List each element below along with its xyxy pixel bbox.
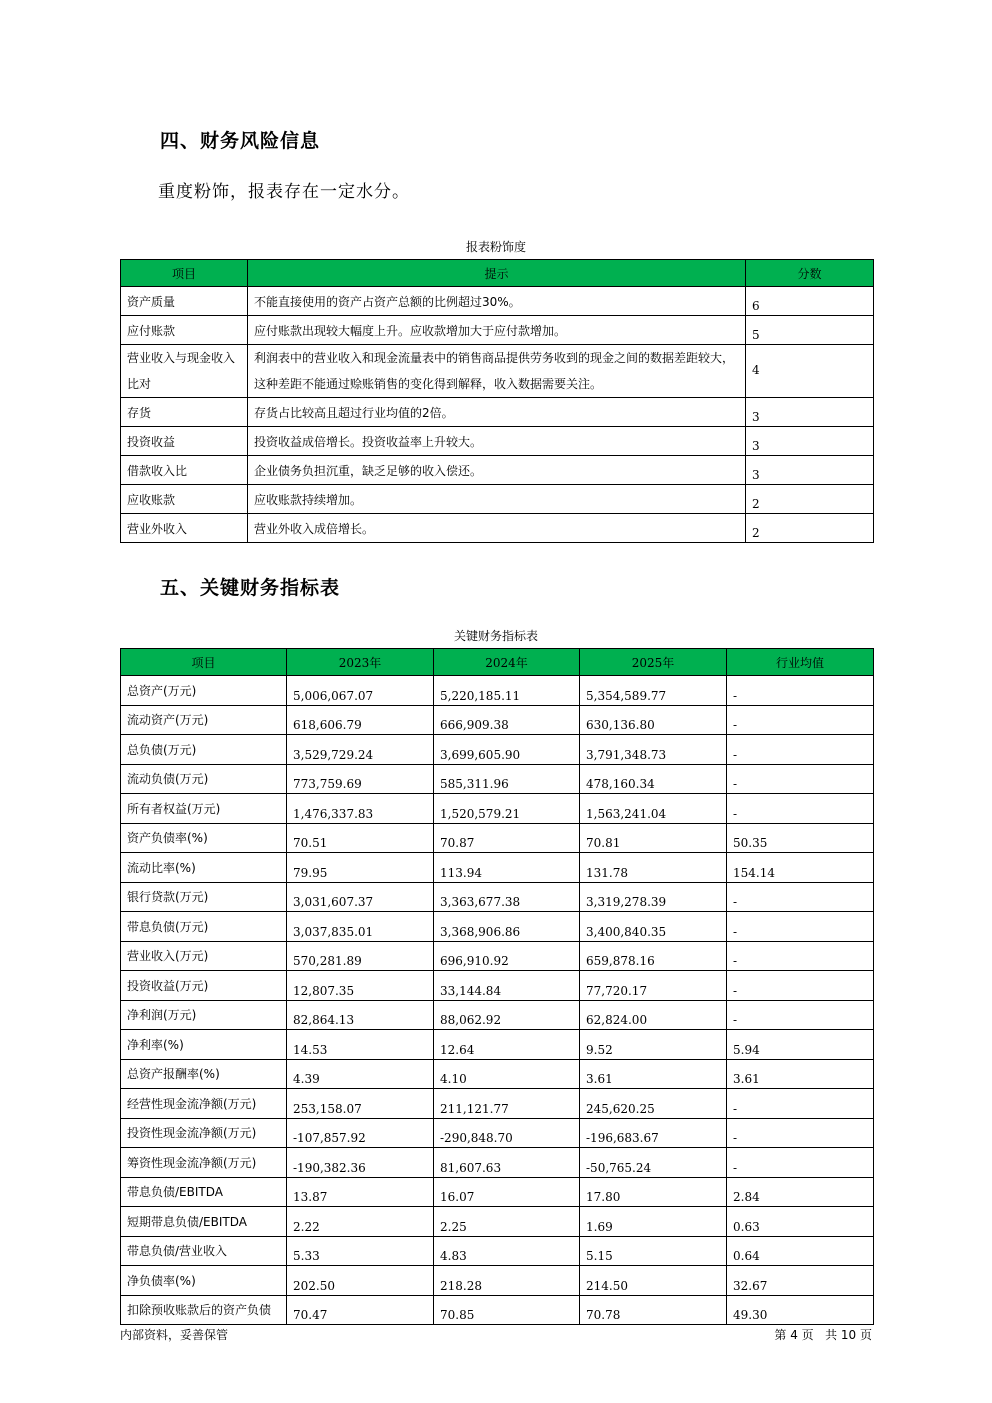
kfi-2023: 70.51 [287,823,434,853]
kfi-2025: 5,354,589.77 [580,676,727,706]
kfi-2023: 570,281.89 [287,941,434,971]
kfi-2025: 62,824.00 [580,1000,727,1030]
kfi-2024: 218.28 [434,1266,580,1296]
kfi-2024: 3,363,677.38 [434,882,580,912]
kfi-2024: 5,220,185.11 [434,676,580,706]
risk-item: 营业外收入 [121,514,248,543]
risk-item: 营业收入与现金收入比对 [121,345,248,398]
kfi-industry-avg: - [727,1089,874,1119]
header-item: 项目 [121,260,248,287]
footer-page-number: 第 4 页 共 10 页 [774,1328,872,1342]
kfi-2025: 3,791,348.73 [580,735,727,765]
kfi-2024: 81,607.63 [434,1148,580,1178]
risk-score: 5 [746,316,874,345]
risk-score: 3 [746,398,874,427]
kfi-2023: 5.33 [287,1236,434,1266]
kfi-2023: 202.50 [287,1266,434,1296]
kfi-2023: 14.53 [287,1030,434,1060]
kfi-2025: 77,720.17 [580,971,727,1001]
header-2025: 2025年 [580,649,727,676]
kfi-2023: -107,857.92 [287,1118,434,1148]
risk-item: 资产质量 [121,287,248,316]
kfi-industry-avg: - [727,941,874,971]
kfi-2023: 13.87 [287,1177,434,1207]
kfi-row [121,735,874,765]
header-hint: 提示 [248,260,746,287]
kfi-2024: 12.64 [434,1030,580,1060]
kfi-2023: 82,864.13 [287,1000,434,1030]
kfi-row [121,1236,874,1266]
kfi-2024: 696,910.92 [434,941,580,971]
risk-table-caption: 报表粉饰度 [465,240,526,254]
risk-row [121,514,874,543]
kfi-industry-avg: - [727,971,874,1001]
kfi-2025: -50,765.24 [580,1148,727,1178]
kfi-item: 流动比率(%) [121,853,287,883]
risk-row [121,427,874,456]
kfi-2025: 630,136.80 [580,705,727,735]
kfi-row [121,912,874,942]
kfi-2023: 253,158.07 [287,1089,434,1119]
risk-row [121,345,874,398]
kfi-industry-avg: 3.61 [727,1059,874,1089]
kfi-industry-avg: 154.14 [727,853,874,883]
kfi-2024: 70.85 [434,1295,580,1325]
kfi-2024: 33,144.84 [434,971,580,1001]
kfi-2025: 659,878.16 [580,941,727,971]
kfi-item: 净利率(%) [121,1030,287,1060]
kfi-item: 净利润(万元) [121,1000,287,1030]
kfi-industry-avg: - [727,912,874,942]
kfi-row [121,1177,874,1207]
kfi-industry-avg: - [727,1118,874,1148]
kfi-industry-avg: 2.84 [727,1177,874,1207]
kfi-industry-avg: - [727,764,874,794]
kfi-item: 总资产(万元) [121,676,287,706]
risk-score: 2 [746,514,874,543]
kfi-2025: 9.52 [580,1030,727,1060]
kfi-row [121,1266,874,1296]
kfi-item: 所有者权益(万元) [121,794,287,824]
kfi-item: 短期带息负债/EBITDA [121,1207,287,1237]
risk-row [121,398,874,427]
kfi-2025: 131.78 [580,853,727,883]
kfi-item: 带息负债/营业收入 [121,1236,287,1266]
kfi-industry-avg: - [727,882,874,912]
kfi-item: 流动资产(万元) [121,705,287,735]
kfi-2024: 666,909.38 [434,705,580,735]
risk-item: 投资收益 [121,427,248,456]
kfi-industry-avg: - [727,1000,874,1030]
kfi-row [121,794,874,824]
kfi-row [121,882,874,912]
kfi-2025: 1,563,241.04 [580,794,727,824]
kfi-2024: 16.07 [434,1177,580,1207]
kfi-row [121,676,874,706]
kfi-2025: 245,620.25 [580,1089,727,1119]
kfi-2024: 3,368,906.86 [434,912,580,942]
kfi-table [120,648,874,1325]
kfi-2024: 4.83 [434,1236,580,1266]
kfi-item: 营业收入(万元) [121,941,287,971]
kfi-item: 投资性现金流净额(万元) [121,1118,287,1148]
kfi-item: 资产负债率(%) [121,823,287,853]
risk-score: 3 [746,456,874,485]
kfi-row [121,1059,874,1089]
risk-hint: 营业外收入成倍增长。 [248,514,746,543]
kfi-row [121,705,874,735]
kfi-item: 筹资性现金流净额(万元) [121,1148,287,1178]
kfi-2025: 478,160.34 [580,764,727,794]
kfi-2023: -190,382.36 [287,1148,434,1178]
kfi-industry-avg: - [727,735,874,765]
kfi-2023: 2.22 [287,1207,434,1237]
kfi-2025: 5.15 [580,1236,727,1266]
kfi-item: 带息负债/EBITDA [121,1177,287,1207]
footer-confidential: 内部资料，妥善保管 [120,1328,229,1342]
kfi-2025: 3,319,278.39 [580,882,727,912]
kfi-2023: 773,759.69 [287,764,434,794]
kfi-row [121,1089,874,1119]
kfi-item: 流动负债(万元) [121,764,287,794]
risk-score: 4 [746,345,874,398]
kfi-industry-avg: 32.67 [727,1266,874,1296]
kfi-2024: 3,699,605.90 [434,735,580,765]
risk-row [121,485,874,514]
kfi-2024: 70.87 [434,823,580,853]
risk-score: 2 [746,485,874,514]
kfi-row [121,1118,874,1148]
kfi-2025: 1.69 [580,1207,727,1237]
kfi-2024: 1,520,579.21 [434,794,580,824]
kfi-industry-avg: 50.35 [727,823,874,853]
kfi-row [121,853,874,883]
kfi-2025: 214.50 [580,1266,727,1296]
kfi-table-header [121,649,874,676]
kfi-2023: 4.39 [287,1059,434,1089]
risk-hint: 不能直接使用的资产占资产总额的比例超过30%。 [248,287,746,316]
kfi-item: 扣除预收账款后的资产负债 [121,1295,287,1325]
header-score: 分数 [746,260,874,287]
kfi-row [121,941,874,971]
header-2024: 2024年 [434,649,580,676]
kfi-row [121,1295,874,1325]
kfi-2024: 4.10 [434,1059,580,1089]
kfi-industry-avg: 0.64 [727,1236,874,1266]
kfi-item: 投资收益(万元) [121,971,287,1001]
risk-table-header [121,260,874,287]
kfi-2023: 3,529,729.24 [287,735,434,765]
risk-score: 3 [746,427,874,456]
risk-item: 应付账款 [121,316,248,345]
kfi-2023: 3,037,835.01 [287,912,434,942]
risk-hint: 应收账款持续增加。 [248,485,746,514]
kfi-2024: -290,848.70 [434,1118,580,1148]
risk-score: 6 [746,287,874,316]
risk-hint: 应付账款出现较大幅度上升。应收款增加大于应付款增加。 [248,316,746,345]
kfi-2023: 12,807.35 [287,971,434,1001]
kfi-2024: 113.94 [434,853,580,883]
section-5-title: 五、关键财务指标表 [160,577,341,599]
kfi-item: 净负债率(%) [121,1266,287,1296]
risk-row [121,287,874,316]
kfi-2023: 3,031,607.37 [287,882,434,912]
kfi-2024: 211,121.77 [434,1089,580,1119]
risk-hint: 投资收益成倍增长。投资收益率上升较大。 [248,427,746,456]
kfi-item: 总负债(万元) [121,735,287,765]
kfi-item: 总资产报酬率(%) [121,1059,287,1089]
kfi-2024: 2.25 [434,1207,580,1237]
kfi-item: 带息负债(万元) [121,912,287,942]
risk-row [121,316,874,345]
kfi-item: 银行贷款(万元) [121,882,287,912]
kfi-2025: -196,683.67 [580,1118,727,1148]
risk-hint: 存货占比较高且超过行业均值的2倍。 [248,398,746,427]
kfi-row [121,1148,874,1178]
risk-item: 借款收入比 [121,456,248,485]
kfi-industry-avg: - [727,705,874,735]
kfi-2023: 5,006,067.07 [287,676,434,706]
risk-item: 存货 [121,398,248,427]
kfi-item: 经营性现金流净额(万元) [121,1089,287,1119]
risk-table [120,259,874,543]
kfi-2023: 70.47 [287,1295,434,1325]
kfi-row [121,1030,874,1060]
kfi-2025: 3.61 [580,1059,727,1089]
kfi-row [121,1207,874,1237]
kfi-2025: 17.80 [580,1177,727,1207]
kfi-2023: 618,606.79 [287,705,434,735]
kfi-industry-avg: - [727,1148,874,1178]
header-industry-avg: 行业均值 [727,649,874,676]
kfi-2024: 585,311.96 [434,764,580,794]
kfi-2025: 70.78 [580,1295,727,1325]
kfi-2023: 1,476,337.83 [287,794,434,824]
risk-hint: 企业债务负担沉重，缺乏足够的收入偿还。 [248,456,746,485]
kfi-industry-avg: 0.63 [727,1207,874,1237]
kfi-row [121,971,874,1001]
kfi-row [121,823,874,853]
kfi-table-caption: 关键财务指标表 [453,629,538,643]
risk-summary: 重度粉饰，报表存在一定水分。 [158,182,410,202]
section-4-title: 四、财务风险信息 [160,130,321,152]
kfi-row [121,764,874,794]
kfi-2025: 3,400,840.35 [580,912,727,942]
header-item: 项目 [121,649,287,676]
kfi-industry-avg: 49.30 [727,1295,874,1325]
kfi-row [121,1000,874,1030]
header-2023: 2023年 [287,649,434,676]
kfi-2025: 70.81 [580,823,727,853]
kfi-2024: 88,062.92 [434,1000,580,1030]
kfi-industry-avg: 5.94 [727,1030,874,1060]
kfi-industry-avg: - [727,794,874,824]
risk-row [121,456,874,485]
risk-hint: 利润表中的营业收入和现金流量表中的销售商品提供劳务收到的现金之间的数据差距较大，这种差距不能通过赊账销售的变化得到解释，收入数据需要关注。 [248,345,746,398]
kfi-industry-avg: - [727,676,874,706]
kfi-2023: 79.95 [287,853,434,883]
risk-item: 应收账款 [121,485,248,514]
